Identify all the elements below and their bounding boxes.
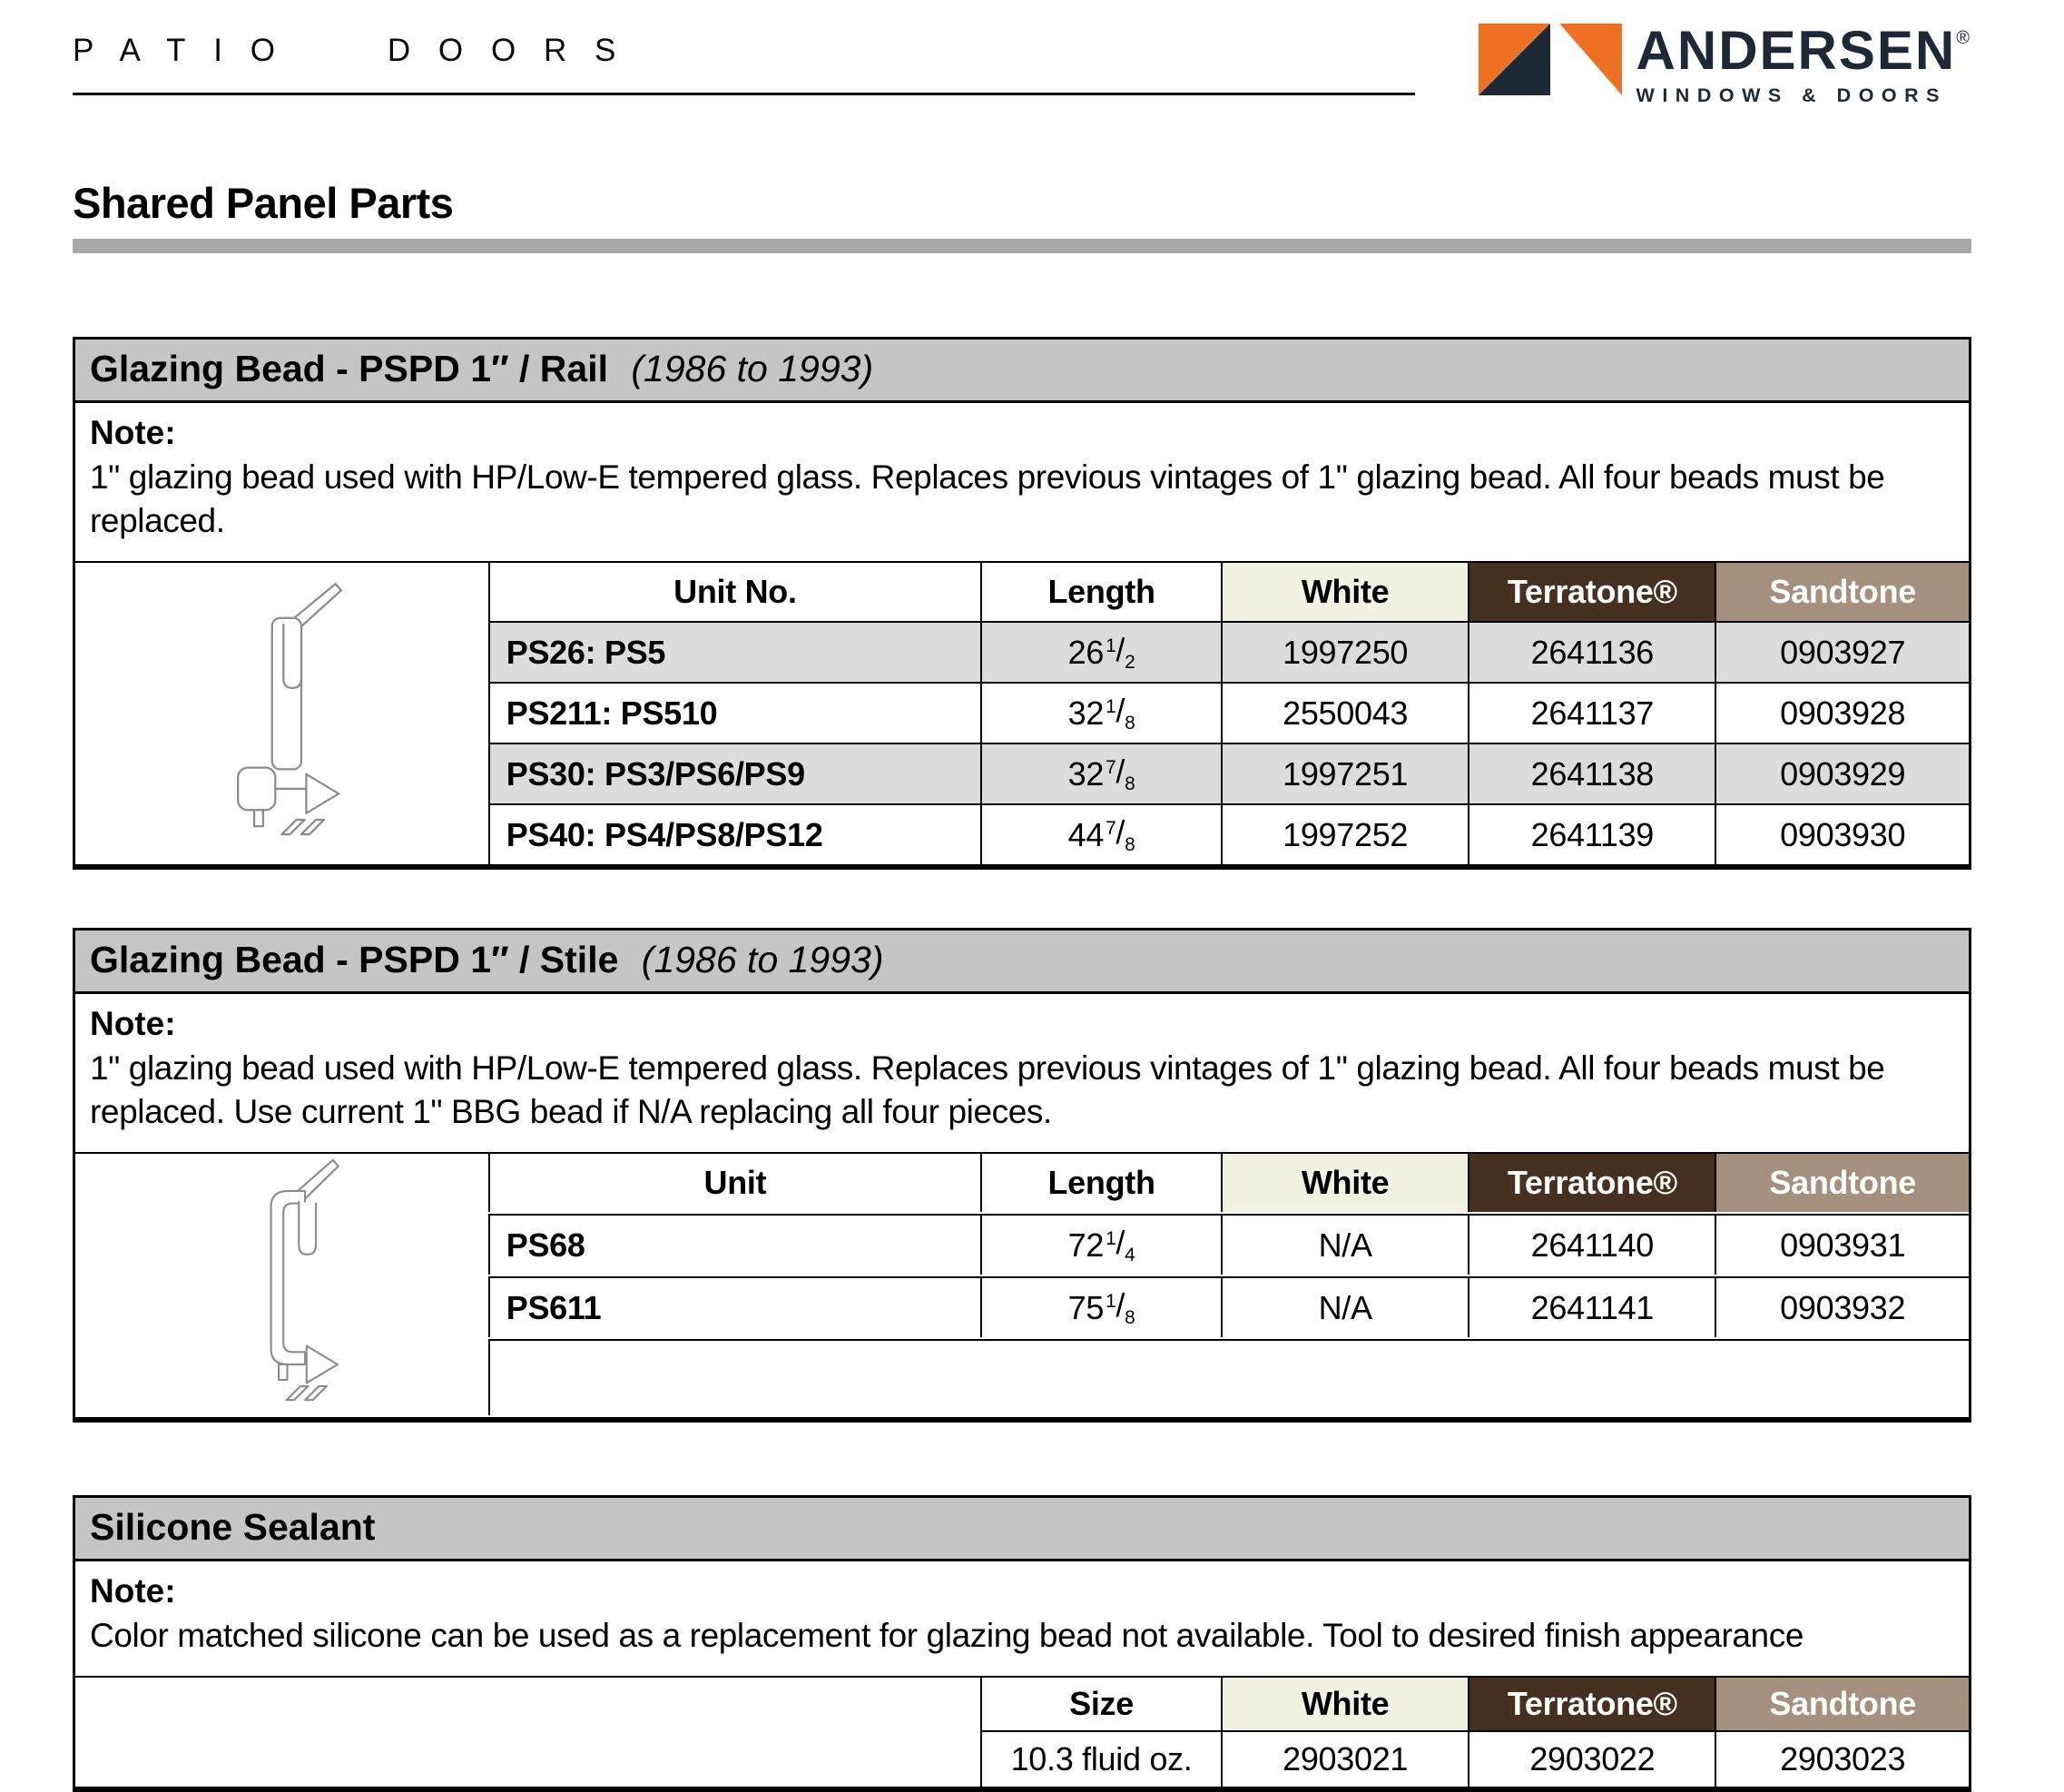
col-header-terratone: Terratone® xyxy=(1468,1154,1715,1212)
section-glazing-bead-stile xyxy=(73,928,1971,1423)
section-header xyxy=(75,340,1969,403)
cell-part-number: 1997251 xyxy=(1221,743,1468,803)
registered-mark: ® xyxy=(1956,28,1971,48)
cell-part-number: 0903930 xyxy=(1715,803,1969,864)
section-title: Silicone Sealant xyxy=(90,1506,376,1549)
section-silicone-sealant xyxy=(73,1495,1971,1792)
col-header-unit-no: Unit No. xyxy=(488,563,980,621)
cell-unit: PS68 xyxy=(488,1214,980,1275)
section-title: Glazing Bead - PSPD 1″ / Rail xyxy=(90,348,608,389)
parts-table xyxy=(75,1678,1969,1787)
section-kicker-rule xyxy=(73,33,1415,95)
col-header-sandtone: Sandtone xyxy=(1715,1678,1969,1730)
cell-unit: PS611 xyxy=(488,1276,980,1337)
cell-unit-no: PS40: PS4/PS8/PS12 xyxy=(488,803,980,864)
section-title: Glazing Bead - PSPD 1″ / Stile xyxy=(90,939,619,981)
cell-part-number: 0903929 xyxy=(1715,743,1969,803)
cell-part-number: 2641141 xyxy=(1468,1276,1715,1337)
section-era: (1986 to 1993) xyxy=(641,939,884,981)
cell-part-number: N/A xyxy=(1221,1276,1468,1337)
cell-unit-no: PS30: PS3/PS6/PS9 xyxy=(488,743,980,803)
kicker-text: PATIO DOORS xyxy=(73,33,644,68)
note-label: Note: xyxy=(90,1572,176,1610)
section-header xyxy=(75,1498,1969,1561)
section-note xyxy=(75,994,1969,1154)
table-image-cell xyxy=(75,563,488,864)
section-header xyxy=(75,930,1969,994)
andersen-logo-text xyxy=(1636,20,1971,107)
andersen-logo-mark-icon xyxy=(1479,24,1622,95)
cell-part-number: 26 $^1/_2$ xyxy=(980,621,1221,682)
cell-part-number: 2641138 xyxy=(1468,743,1715,803)
cell-part-number: 2550043 xyxy=(1221,682,1468,743)
cell-part-number: 75 $^1/_8$ xyxy=(980,1276,1221,1337)
note-text: Color matched silicone can be used as a replacement for glazing bead not available. Tool to desired finish appearance xyxy=(90,1617,1804,1655)
cell-unit-no: PS211: PS510 xyxy=(488,682,980,743)
cell-part-number: 32 $^1/_8$ xyxy=(980,682,1221,743)
cell-part-number: N/A xyxy=(1221,1214,1468,1275)
col-header-sandtone: Sandtone xyxy=(1715,563,1969,621)
andersen-logo xyxy=(1479,20,1971,107)
cell-part-number: 2903021 xyxy=(1221,1730,1468,1787)
col-header-size: Size xyxy=(980,1678,1221,1730)
cell-part-number: 0903931 xyxy=(1715,1214,1969,1275)
page-title: Shared Panel Parts xyxy=(73,179,454,227)
cell-part-number: 1997250 xyxy=(1221,621,1468,682)
page-header xyxy=(73,0,1971,107)
cell-part-number: 0903928 xyxy=(1715,682,1969,743)
table-blank-cell xyxy=(75,1678,980,1787)
table-image-cell xyxy=(75,1154,488,1417)
col-header-terratone: Terratone® xyxy=(1468,563,1715,621)
cell-part-number: 2641136 xyxy=(1468,621,1715,682)
col-header-white: White xyxy=(1221,1154,1468,1212)
title-divider-bar xyxy=(73,239,1971,253)
note-label: Note: xyxy=(90,414,176,451)
col-header-length: Length xyxy=(980,563,1221,621)
cell-size: 10.3 fluid oz. xyxy=(980,1730,1221,1787)
cell-part-number: 2903023 xyxy=(1715,1730,1969,1787)
note-label: Note: xyxy=(90,1005,176,1043)
cell-part-number: 72 $^1/_4$ xyxy=(980,1214,1221,1275)
note-text: 1" glazing bead used with HP/Low-E tempered glass. Replaces previous vintages of 1" glazing bead. All four beads must be replaced. xyxy=(90,458,1885,540)
cell-part-number: 2641140 xyxy=(1468,1214,1715,1275)
col-header-length: Length xyxy=(980,1154,1221,1212)
col-header-unit: Unit xyxy=(488,1154,980,1212)
note-text: 1" glazing bead used with HP/Low-E tempered glass. Replaces previous vintages of 1" glazing bead. All four beads must be replaced. Use current 1" BBG bead if N/A replacing all four pieces. xyxy=(90,1049,1885,1131)
section-note xyxy=(75,1561,1969,1678)
section-glazing-bead-rail xyxy=(73,337,1971,870)
cell-part-number: 2903022 xyxy=(1468,1730,1715,1787)
empty-row xyxy=(488,1339,1969,1415)
col-header-white: White xyxy=(1221,563,1468,621)
col-header-sandtone: Sandtone xyxy=(1715,1154,1969,1212)
glazing-bead-stile-profile-icon xyxy=(184,1154,379,1417)
cell-part-number: 1997252 xyxy=(1221,803,1468,864)
parts-table xyxy=(75,563,1969,864)
cell-part-number: 44 $^7/_8$ xyxy=(980,803,1221,864)
glazing-bead-rail-profile-icon xyxy=(184,576,379,852)
cell-part-number: 2641137 xyxy=(1468,682,1715,743)
cell-part-number: 2641139 xyxy=(1468,803,1715,864)
section-note xyxy=(75,403,1969,563)
cell-part-number: 0903932 xyxy=(1715,1276,1969,1337)
cell-unit-no: PS26: PS5 xyxy=(488,621,980,682)
cell-part-number: 32 $^7/_8$ xyxy=(980,743,1221,803)
col-header-white: White xyxy=(1221,1678,1468,1730)
col-header-terratone: Terratone® xyxy=(1468,1678,1715,1730)
parts-table xyxy=(75,1154,1969,1417)
brand-name: ANDERSEN® xyxy=(1636,20,1971,81)
brand-tagline: WINDOWS & DOORS xyxy=(1636,84,1948,106)
cell-part-number: 0903927 xyxy=(1715,621,1969,682)
section-era: (1986 to 1993) xyxy=(631,348,874,389)
